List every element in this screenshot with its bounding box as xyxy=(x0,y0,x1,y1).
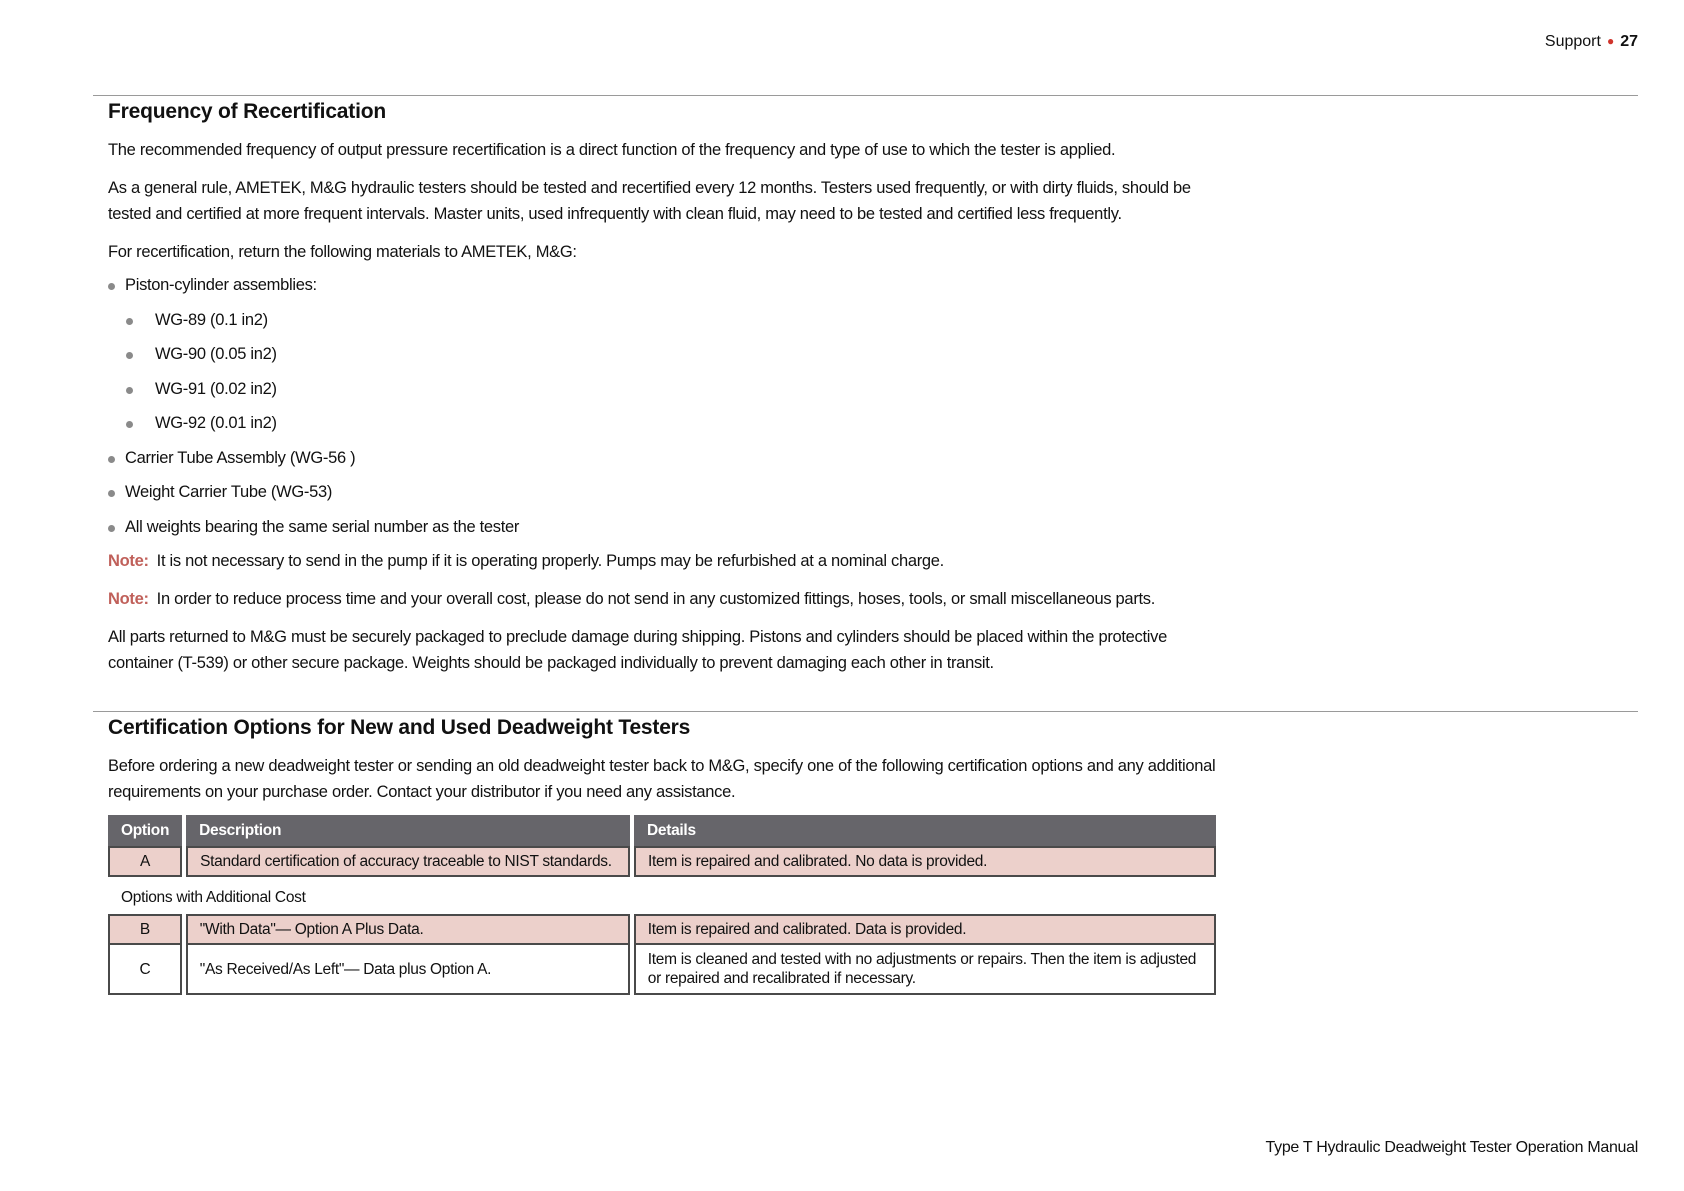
description-cell: Standard certification of accuracy traceable to NIST standards. xyxy=(186,846,630,877)
description-cell: "As Received/As Left"— Data plus Option A. xyxy=(186,945,630,995)
list-item: WG-89 (0.1 in2) xyxy=(108,303,1220,338)
header-section: Support xyxy=(1544,33,1601,50)
section-title-certification: Certification Options for New and Used Deadweight Testers xyxy=(108,716,691,739)
list-item: WG-90 (0.05 in2) xyxy=(108,337,1220,372)
table-row xyxy=(108,945,1216,995)
table-row xyxy=(108,914,1216,945)
option-cell: B xyxy=(108,914,182,945)
note-fittings xyxy=(108,586,1220,612)
note-text: It is not necessary to send in the pump if it is operating properly. Pumps may be refurbished at a nominal charge. xyxy=(156,552,944,570)
details-cell: Item is repaired and calibrated. Data is provided. xyxy=(634,914,1216,945)
list-item: All weights bearing the same serial number as the tester xyxy=(108,510,1220,545)
column-header: Option xyxy=(108,815,182,846)
paragraph-packaging: All parts returned to M&G must be securely packaged to preclude damage during shipping. Pistons and cylinders should be placed within the protective container (T-539) or other secure package. Weights should be packaged individually to prevent damaging each other in transit. xyxy=(108,628,1167,672)
details-cell: Item is cleaned and tested with no adjustments or repairs. Then the item is adjusted or repaired and recalibrated if necessary. xyxy=(634,945,1216,995)
section-divider-top xyxy=(93,95,1638,96)
note-label: Note: xyxy=(108,552,149,570)
option-cell: A xyxy=(108,846,182,877)
column-header: Details xyxy=(634,815,1216,846)
additional-cost-table xyxy=(104,914,1220,995)
list-item: Weight Carrier Tube (WG-53) xyxy=(108,475,1220,510)
column-header: Description xyxy=(186,815,630,846)
section-divider-middle xyxy=(93,711,1638,712)
header-dot-icon: ● xyxy=(1606,34,1615,48)
list-item: WG-92 (0.01 in2) xyxy=(108,406,1220,441)
page-header xyxy=(1545,33,1638,51)
page-footer: Type T Hydraulic Deadweight Tester Operation Manual xyxy=(1265,1139,1638,1156)
section-frequency xyxy=(108,99,1220,676)
note-label: Note: xyxy=(108,590,149,608)
section-certification-options xyxy=(108,715,1220,995)
table-row xyxy=(108,846,1216,877)
note-pump xyxy=(108,548,1220,574)
table-subheading: Options with Additional Cost xyxy=(121,889,306,906)
description-cell: "With Data"— Option A Plus Data. xyxy=(186,914,630,945)
materials-list xyxy=(108,268,1220,544)
list-item: WG-91 (0.02 in2) xyxy=(108,372,1220,407)
list-item: Carrier Tube Assembly (WG-56 ) xyxy=(108,441,1220,476)
paragraph-intro: The recommended frequency of output pressure recertification is a direct function of the frequency and type of use to which the tester is applied. xyxy=(108,141,1116,159)
certification-table xyxy=(104,815,1220,877)
option-cell: C xyxy=(108,945,182,995)
details-cell: Item is repaired and calibrated. No data is provided. xyxy=(634,846,1216,877)
list-item: Piston-cylinder assemblies: xyxy=(108,268,1220,303)
paragraph-general-rule: As a general rule, AMETEK, M&G hydraulic testers should be tested and recertified every 12 months. Testers used frequently, or with dirty fluids, should be tested and certified at more frequent intervals. Master units, used infrequently with clean fluid, may need to be tested and certified less frequently. xyxy=(108,179,1191,223)
paragraph-return-materials: For recertification, return the following materials to AMETEK, M&G: xyxy=(108,243,577,261)
note-text: In order to reduce process time and your overall cost, please do not send in any customized fittings, hoses, tools, or small miscellaneous parts. xyxy=(156,590,1156,608)
section-title-frequency: Frequency of Recertification xyxy=(108,100,386,123)
page-number: 27 xyxy=(1620,33,1638,50)
paragraph-ordering: Before ordering a new deadweight tester or sending an old deadweight tester back to M&G, specify one of the following certification options and any additional requirements on your purchase order. Contact your distributor if you need any assistance. xyxy=(108,757,1216,801)
